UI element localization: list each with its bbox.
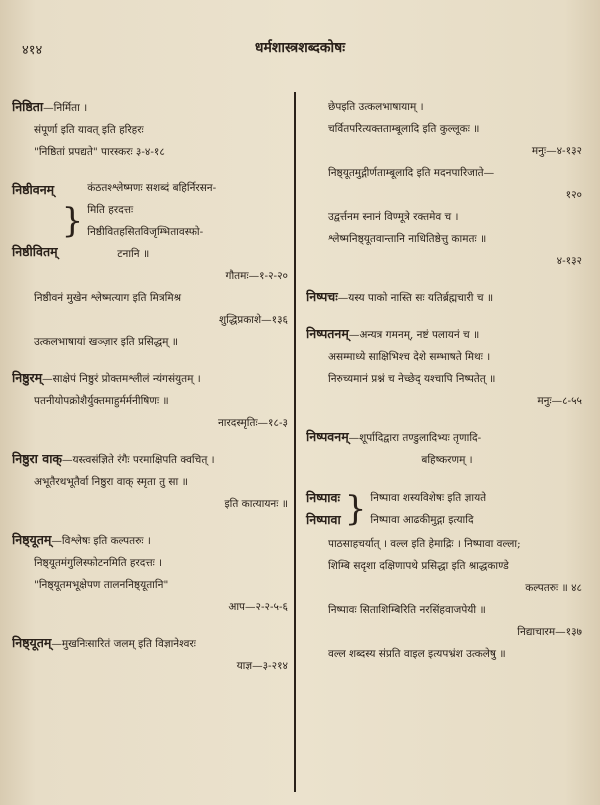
dictionary-entry-group xyxy=(306,485,588,665)
entry-citation: ४-१३२ xyxy=(556,255,582,267)
entry-line: निष्ठीवनं मुखेन श्लेष्मत्याग इति मित्रमिश्र xyxy=(34,292,182,304)
entry-headword: निष्पचः xyxy=(306,289,338,304)
entry-line: चर्वितपरित्यक्तताम्बूलादि इति कुल्लूकः ॥ xyxy=(328,123,480,135)
entry-definition: —यस्य पाको नास्ति सः यतिर्ब्रह्मचारी च ॥ xyxy=(337,292,494,304)
entry-line: अभूतैरथभूतैर्वा निष्ठुरा वाक् स्मृता तु सा ॥ xyxy=(34,476,188,488)
entry-line: कंठतश्श्लेष्मणः सशब्दं बहिर्निरसन- xyxy=(87,182,217,194)
entry-definition: —यस्त्वसंज्ञिते रंगैः परमाक्षिपति क्वचित् । xyxy=(62,454,215,466)
entry-line: टनानि ॥ xyxy=(117,248,150,260)
entry-citation: याज्ञ—३-२१४ xyxy=(236,660,288,672)
entry-citation: मनुः—८-५५ xyxy=(537,395,582,407)
running-title: धर्मशास्त्रशब्दकोषः xyxy=(254,40,346,56)
entry-line: बहिष्करणम् । xyxy=(421,454,473,466)
entry-headword: निष्पतनम् xyxy=(306,326,349,341)
entry-citation: निद्याचारम—१३७ xyxy=(517,626,582,638)
dictionary-entry xyxy=(12,96,294,163)
entry-line: छेपइति उत्कलभाषायाम् । xyxy=(328,101,424,113)
entry-definition: —मुखनिःसारितं जलम् इति विज्ञानेश्वरः xyxy=(51,638,196,650)
page-number: ४१४ xyxy=(22,43,43,58)
entry-headword: निष्ठुरम् xyxy=(12,370,43,385)
entry-headword: निष्पवनम् xyxy=(306,429,349,444)
dictionary-entry xyxy=(12,367,294,434)
entry-headword: निष्ठीवितम् xyxy=(12,244,58,259)
entry-citation: मनुः—४-१३२ xyxy=(531,145,582,157)
entry-citation: १२० xyxy=(565,189,582,201)
dictionary-entry xyxy=(306,323,588,412)
entry-citation: कल्पतरुः ॥ ४८ xyxy=(525,582,582,594)
entry-line: उत्कलभाषायां खञ्ज़ार इति प्रसिद्धम् ॥ xyxy=(34,336,179,348)
entry-definition: —निर्मिता । xyxy=(43,102,88,114)
entry-citation: शुद्धिप्रकाशे—१३६ xyxy=(218,314,288,326)
entry-line: निष्ठीवितहसितविजृम्भितावस्फो- xyxy=(87,226,204,238)
entry-line: श्लेष्मनिष्ठ्यूतवान्तानि नाधितिष्ठेत्तु कामतः ॥ xyxy=(328,233,487,245)
dictionary-entry xyxy=(306,286,588,309)
entry-line: निष्ठ्यूतमंगुलिस्फोटनमिति हरदत्तः । xyxy=(34,557,163,569)
entry-line: निष्ठ्यूतमुद्गीर्णताम्बूलादि इति मदनपारिजाते— xyxy=(328,167,495,179)
entry-line: शिम्बि सदृशा दक्षिणापथे प्रसिद्धा इति श्राद्धकाण्डे xyxy=(328,560,509,572)
entry-line: निष्पावा शस्यविशेषः इति ज्ञायते xyxy=(370,492,487,504)
column-divider xyxy=(294,92,296,792)
entry-line: निष्पावः सिताशिम्बिरिति नरसिंहवाजपेयी ॥ xyxy=(328,604,486,616)
entry-line: संपूर्णा इति यावत् इति हरिहरः xyxy=(34,124,144,136)
entry-citation: इति कात्यायनः ॥ xyxy=(224,498,288,510)
entry-line: "निष्ठितां प्रपद्यते" पारस्करः ३-४-१८ xyxy=(34,146,165,158)
entry-line: "निष्ठ्यूतमभूक्षेपण तालननिष्ठ्यूतानि" xyxy=(34,579,169,591)
entry-line: मिति हरदत्तः xyxy=(87,204,134,216)
left-column xyxy=(12,96,294,691)
dictionary-entry xyxy=(306,426,588,471)
dictionary-entry xyxy=(12,448,294,515)
entry-line: वल्ल शब्दस्य संप्रति वाइल इत्यपभ्रंश उत्कलेषु ॥ xyxy=(328,648,506,660)
entry-line: पाठसाहचर्यात् । वल्ल इति हेमाद्रिः । निष्पावा वल्ला; xyxy=(328,538,521,550)
entry-definition: —विश्लेषः इति कल्पतरुः । xyxy=(51,535,151,547)
right-column xyxy=(306,96,588,679)
dictionary-entry-group xyxy=(12,177,294,353)
entry-headword: निष्पावः xyxy=(306,490,341,505)
entry-headword: निष्ठीवनम् xyxy=(12,182,55,197)
entry-headword: निष्ठिता xyxy=(12,99,44,114)
brace-icon: } xyxy=(61,201,84,241)
entry-headword: निष्ठ्यूतम् xyxy=(12,532,52,547)
entry-line: पतनीयोपक्रोशैर्युक्तमाहुर्मर्मनीषिणः ॥ xyxy=(34,395,169,407)
entry-line: निरुच्यमानं प्रश्नं च नेच्छेद् यश्चापि निष्पतेत् ॥ xyxy=(328,373,496,385)
dictionary-entry-continuation xyxy=(306,96,588,272)
entry-definition: —शूर्पादिद्वारा तण्डुलादिभ्यः तृणादि- xyxy=(348,432,482,444)
entry-headword: निष्ठ्यूतम् xyxy=(12,635,52,650)
entry-definition: —साक्षेपं निष्ठुरं प्रोक्तमश्लीलं न्यंगसंयुतम् । xyxy=(42,373,201,385)
dictionary-entry xyxy=(12,632,294,677)
entry-citation: आप—२-२-५-६ xyxy=(228,601,288,613)
dictionary-entry xyxy=(12,529,294,618)
entry-headword: निष्पावा xyxy=(306,512,341,527)
brace-icon: } xyxy=(344,489,367,529)
entry-citation: नारदस्मृतिः—१८-३ xyxy=(217,417,288,429)
entry-line: उद्वर्त्तनम स्नानं विण्मूत्रे रक्तमेव च । xyxy=(328,211,459,223)
entry-citation: गौतमः—१-२-२० xyxy=(225,270,288,282)
entry-headword: निष्ठुरा वाक् xyxy=(12,451,63,466)
entry-line: असम्माध्ये साक्षिभिश्च देशे सम्भाषते मिथः । xyxy=(328,351,491,363)
entry-definition: —अन्यत्र गमनम्, नष्टं पलायनं च ॥ xyxy=(348,329,480,341)
entry-line: निष्पावा आढकीमुद्गा इत्यादि xyxy=(370,514,474,526)
